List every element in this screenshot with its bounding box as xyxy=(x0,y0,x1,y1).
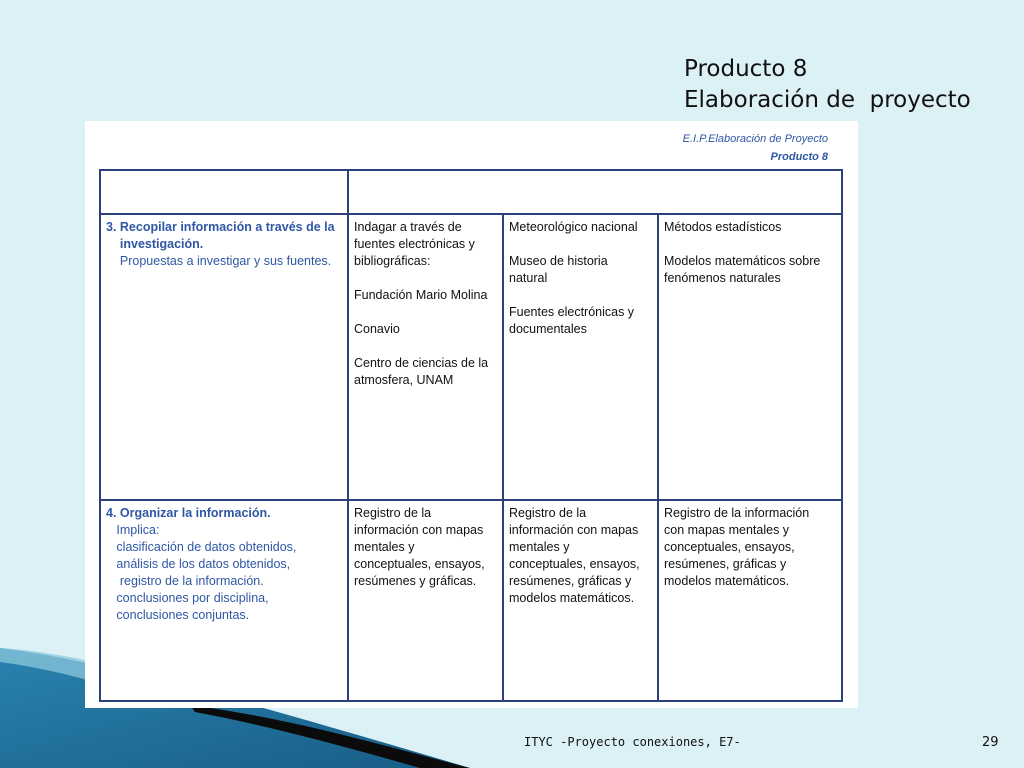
table-row xyxy=(100,500,842,701)
page-number: 29 xyxy=(982,735,999,750)
cell-line: Registro de la xyxy=(354,506,432,520)
slide-title-line2: Elaboración de proyecto xyxy=(684,87,971,113)
cell-line: resúmenes, gráficas y xyxy=(509,574,632,588)
section-title: 4. Organizar la información. xyxy=(106,506,271,520)
cell-line: Fundación Mario Molina xyxy=(354,288,488,302)
cell-line: mentales y xyxy=(509,540,570,554)
section-line: Implica: xyxy=(106,523,160,537)
section-title: investigación. xyxy=(106,237,204,251)
cell-line: Indagar a través de xyxy=(354,220,462,234)
slide-title-line1: Producto 8 xyxy=(684,56,808,82)
cell-line: Modelos matemáticos sobre xyxy=(664,254,821,268)
document-header-line2: Producto 8 xyxy=(770,151,828,163)
section-line: clasificación de datos obtenidos, xyxy=(106,540,297,554)
table-cell xyxy=(348,500,503,701)
cell-line: conceptuales, ensayos, xyxy=(509,557,640,571)
cell-line: natural xyxy=(509,271,548,285)
table-header-row xyxy=(100,170,842,214)
cell-line xyxy=(509,287,652,304)
cell-line: información con mapas xyxy=(509,523,639,537)
cell-line: bibliográficas: xyxy=(354,254,431,268)
cell-line: Registro de la información xyxy=(664,506,810,520)
table-cell xyxy=(503,214,658,500)
cell-line: fuentes electrónicas y xyxy=(354,237,475,251)
cell-line: conceptuales, ensayos, xyxy=(354,557,485,571)
section-line: análisis de los datos obtenidos, xyxy=(106,557,291,571)
cell-line: atmosfera, UNAM xyxy=(354,373,454,387)
cell-line: Centro de ciencias de la xyxy=(354,356,489,370)
project-table xyxy=(99,169,843,702)
cell-line xyxy=(354,338,497,355)
cell-line xyxy=(664,236,836,253)
cell-line: mentales y xyxy=(354,540,415,554)
cell-line xyxy=(354,304,497,321)
section-line: registro de la información. xyxy=(106,574,264,588)
cell-line xyxy=(354,270,497,287)
cell-line: Meteorológico nacional xyxy=(509,220,638,234)
cell-line: Conavio xyxy=(354,322,400,336)
document-image xyxy=(85,121,858,708)
section-line: Propuestas a investigar y sus fuentes. xyxy=(106,254,332,268)
cell-line: resúmenes, gráficas y xyxy=(664,557,787,571)
cell-line: modelos matemáticos. xyxy=(509,591,635,605)
table-cell xyxy=(503,500,658,701)
document-header-line1: E.I.P.Elaboración de Proyecto xyxy=(682,133,828,145)
cell-line xyxy=(509,236,652,253)
section-title: 3. Recopilar información a través de la xyxy=(106,220,335,234)
cell-line: documentales xyxy=(509,322,587,336)
cell-line: información con mapas xyxy=(354,523,484,537)
section-cell xyxy=(100,214,348,500)
table-cell xyxy=(348,214,503,500)
section-line: conclusiones conjuntas. xyxy=(106,608,250,622)
slide-title xyxy=(684,54,971,116)
table-header-cell xyxy=(100,170,348,214)
cell-line: fenómenos naturales xyxy=(664,271,781,285)
table-row xyxy=(100,214,842,500)
cell-line: resúmenes y gráficas. xyxy=(354,574,477,588)
cell-line: Registro de la xyxy=(509,506,587,520)
table-cell xyxy=(658,214,842,500)
footer-text: ITYC -Proyecto conexiones, E7- xyxy=(524,735,741,749)
table-header-cell xyxy=(348,170,842,214)
cell-line: modelos matemáticos. xyxy=(664,574,790,588)
cell-line: Museo de historia xyxy=(509,254,608,268)
document-header xyxy=(683,130,828,166)
section-cell xyxy=(100,500,348,701)
cell-line: con mapas mentales y xyxy=(664,523,790,537)
cell-line: conceptuales, ensayos, xyxy=(664,540,795,554)
cell-line: Fuentes electrónicas y xyxy=(509,305,635,319)
cell-line: Métodos estadísticos xyxy=(664,220,782,234)
section-line: conclusiones por disciplina, xyxy=(106,591,269,605)
table-cell xyxy=(658,500,842,701)
